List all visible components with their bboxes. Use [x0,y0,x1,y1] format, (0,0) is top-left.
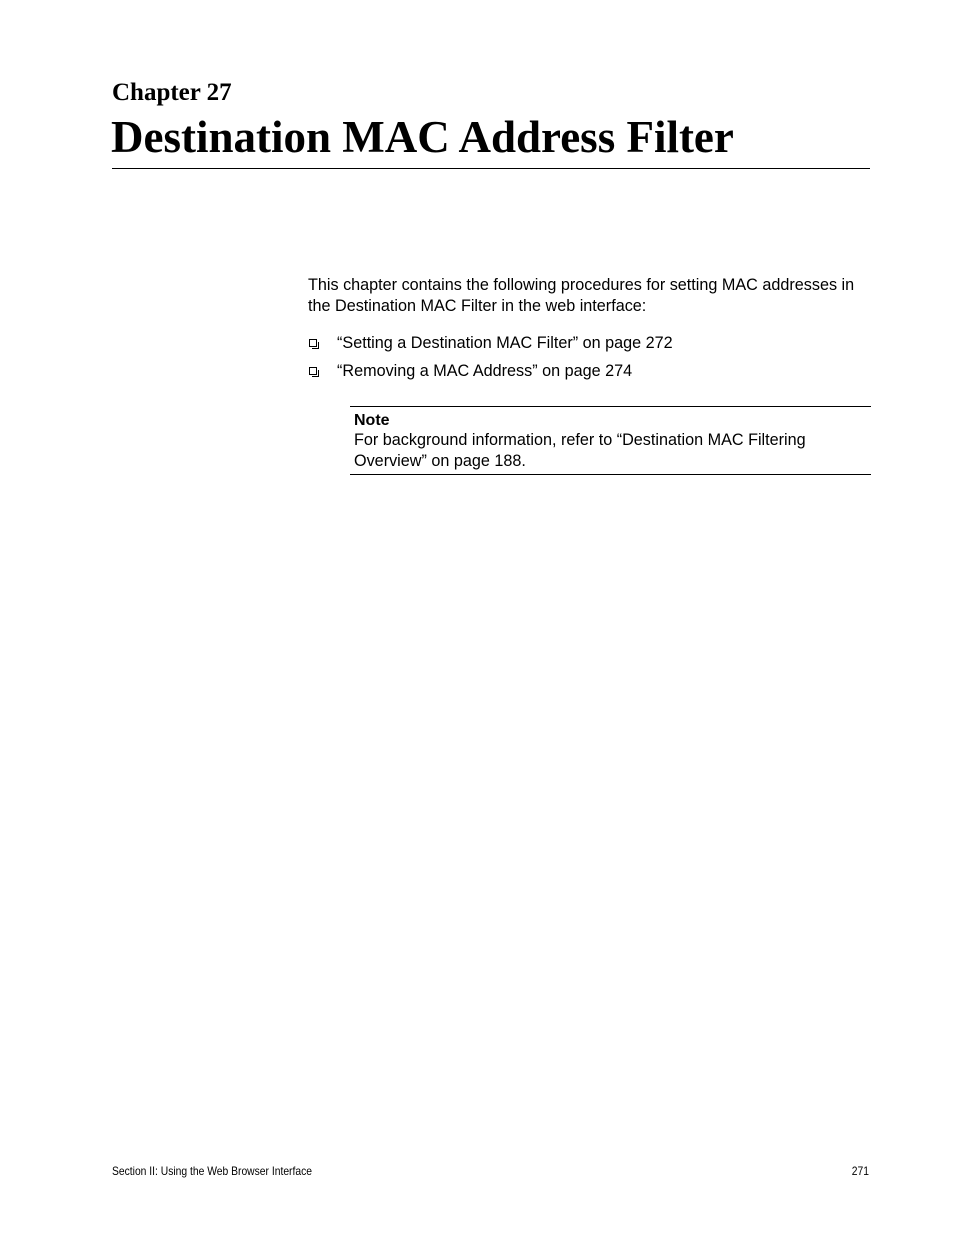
footer-page-number: 271 [851,1164,869,1178]
checkbox-bullet-icon [309,367,317,375]
footer-section-title: Section II: Using the Web Browser Interface [112,1164,313,1178]
note-title: Note [354,412,390,429]
procedure-link-setting-filter[interactable]: “Setting a Destination MAC Filter” on page 272 [337,334,673,352]
chapter-label: Chapter 27 [112,79,232,106]
procedure-list [308,333,878,389]
note-box [350,406,871,475]
list-item [308,361,878,389]
procedure-link-removing-address[interactable]: “Removing a MAC Address” on page 274 [337,362,633,380]
note-body: For background information, refer to “Destination MAC Filtering Overview” on page 188. [354,431,806,470]
checkbox-bullet-icon [309,339,317,347]
list-item [308,333,878,361]
title-divider [112,168,870,169]
chapter-title: Destination MAC Address Filter [111,112,734,162]
intro-paragraph: This chapter contains the following procedures for setting MAC addresses in the Destination MAC Filter in the web interface: [308,276,855,315]
